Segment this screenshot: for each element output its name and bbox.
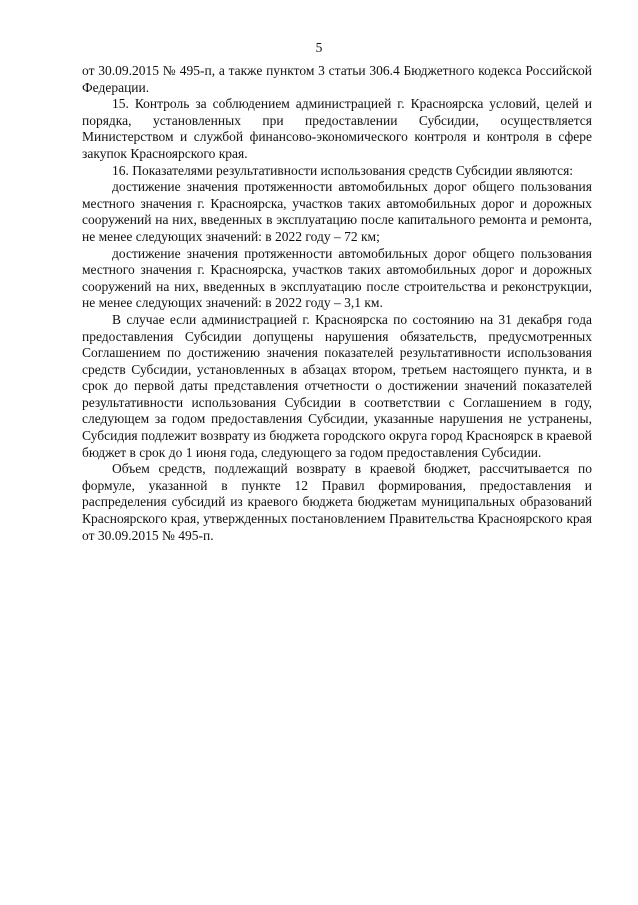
paragraph-item-16-indicators: 16. Показателями результативности использования средств Субсидии являются: — [112, 162, 574, 178]
paragraph-indicator-repair: достижение значения протяженности автомобильных дорог общего пользования местного значения г. Красноярска, участков таких автомобильных дорог и дорожных сооружений на них, введенных в эксплуатацию после капитального ремонта и ремонта, не менее следующих значений: в 2022 году – 72 км; — [82, 179, 592, 244]
paragraph-item-15-control: 15. Контроль за соблюдением администрацией г. Красноярска условий, целей и порядка, установленных при предоставлении Субсидии, осуществляется Министерством и службой финансово-экономического контроля и контроля в сфере закупок Красноярского края. — [82, 96, 592, 161]
paragraph-continuation: от 30.09.2015 № 495-п, а также пунктом 3 статьи 306.4 Бюджетного кодекса Российской Федерации. — [82, 63, 592, 95]
document-body — [82, 63, 592, 544]
paragraph-refund-amount: Объем средств, подлежащий возврату в краевой бюджет, рассчитывается по формуле, указанной в пункте 12 Правил формирования, предоставления и распределения субсидий из краевого бюджета бюджетам муниципальных образований Красноярского края, утвержденных постановлением Правительства Красноярского края от 30.09.2015 № 495-п. — [82, 461, 592, 543]
page-number: 5 — [315, 40, 323, 55]
paragraph-refund-condition: В случае если администрацией г. Красноярска по состоянию на 31 декабря года предоставления Субсидии допущены нарушения обязательств, предусмотренных Соглашением по достижению значения показателей результативности использования средств Субсидии, установленных в абзацах втором, третьем настоящего пункта, и в срок до первой даты представления отчетности о достижении значений показателей результативности использования Субсидии в соответствии с Соглашением в году, следующем за годом предоставления Субсидии, указанные нарушения не устранены, Субсидия подлежит возврату из бюджета городского округа город Красноярск в краевой бюджет в срок до 1 июня года, следующего за годом предоставления Субсидии. — [82, 311, 592, 460]
paragraph-indicator-construction: достижение значения протяженности автомобильных дорог общего пользования местного значения г. Красноярска, участков таких автомобильных дорог и дорожных сооружений на них, введенных в эксплуатацию после строительства и реконструкции, не менее следующих значений: в 2022 году – 3,1 км. — [82, 245, 592, 311]
